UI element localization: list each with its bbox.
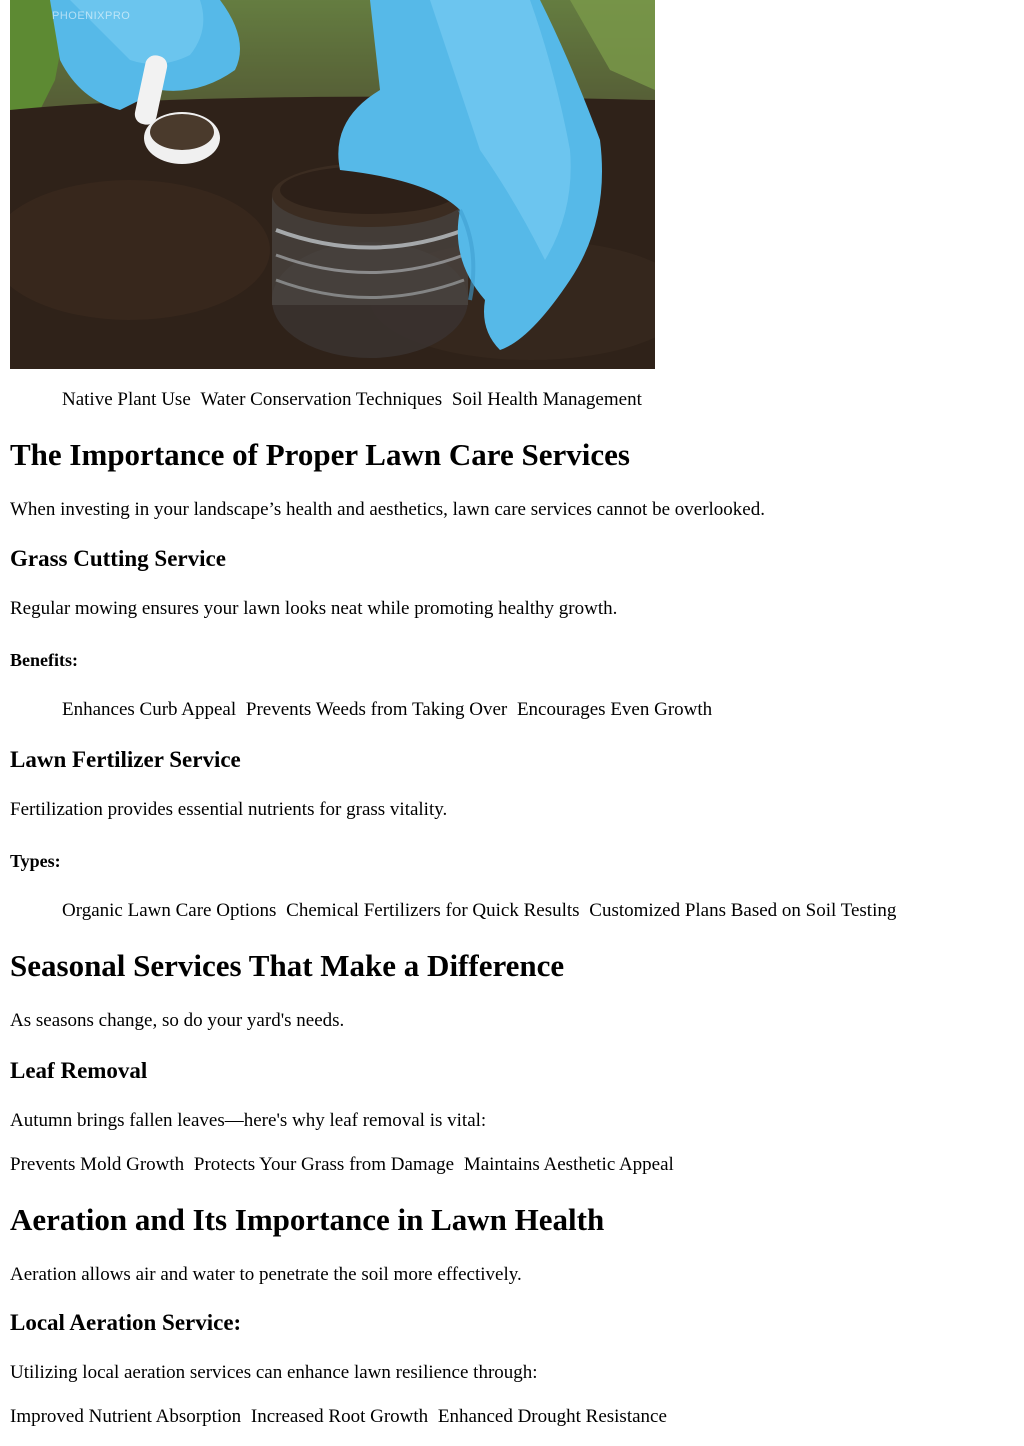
subsection-heading-leaf-removal: Leaf Removal: [10, 1058, 148, 1083]
list-item: Soil Health Management: [451, 389, 642, 410]
section-heading: The Importance of Proper Lawn Care Services: [10, 437, 630, 472]
section-intro: When investing in your landscape’s health and aesthetics, lawn care services cannot be overlooked.: [10, 499, 765, 520]
list-item: Enhanced Drought Resistance: [437, 1406, 667, 1427]
list-item: Prevents Mold Growth: [10, 1154, 185, 1175]
list-item: Maintains Aesthetic Appeal: [463, 1154, 674, 1175]
photo-illustration: [10, 0, 655, 369]
subsection-heading-fertilizer: Lawn Fertilizer Service: [10, 747, 241, 772]
intro-list: [62, 388, 642, 412]
leaf-removal-list: [10, 1153, 674, 1177]
list-item: Native Plant Use: [62, 389, 191, 410]
list-item: Chemical Fertilizers for Quick Results: [286, 900, 580, 921]
section-intro: Aeration allows air and water to penetrate the soil more effectively.: [10, 1264, 522, 1285]
subsection-text: Regular mowing ensures your lawn looks neat while promoting healthy growth.: [10, 598, 618, 619]
types-list: [62, 899, 896, 923]
aeration-benefits-list: [10, 1405, 667, 1429]
section-heading: Seasonal Services That Make a Difference: [10, 948, 565, 983]
list-item: Prevents Weeds from Taking Over: [245, 699, 508, 720]
subsection-text: Autumn brings fallen leaves—here's why leaf removal is vital:: [10, 1110, 487, 1131]
list-item: Enhances Curb Appeal: [62, 699, 237, 720]
list-item: Encourages Even Growth: [516, 699, 713, 720]
benefits-label: Benefits:: [10, 650, 78, 670]
subsection-heading-local-aeration: Local Aeration Service:: [10, 1310, 242, 1335]
subsection-text: Utilizing local aeration services can enhance lawn resilience through:: [10, 1362, 538, 1383]
list-item: Increased Root Growth: [250, 1406, 429, 1427]
types-label: Types:: [10, 851, 61, 871]
subsection-text: Fertilization provides essential nutrients for grass vitality.: [10, 799, 448, 820]
benefits-list: [62, 698, 712, 722]
list-item: Organic Lawn Care Options: [62, 900, 277, 921]
list-item: Customized Plans Based on Soil Testing: [589, 900, 897, 921]
list-item: Protects Your Grass from Damage: [193, 1154, 455, 1175]
list-item: Water Conservation Techniques: [200, 389, 443, 410]
list-item: Improved Nutrient Absorption: [10, 1406, 242, 1427]
subsection-heading-grass-cutting: Grass Cutting Service: [10, 546, 226, 571]
soil-sample-photo: [10, 0, 655, 369]
section-heading: Aeration and Its Importance in Lawn Health: [10, 1202, 605, 1237]
watermark-text: PHOENIXPRO: [52, 10, 131, 22]
section-intro: As seasons change, so do your yard's needs.: [10, 1010, 345, 1031]
